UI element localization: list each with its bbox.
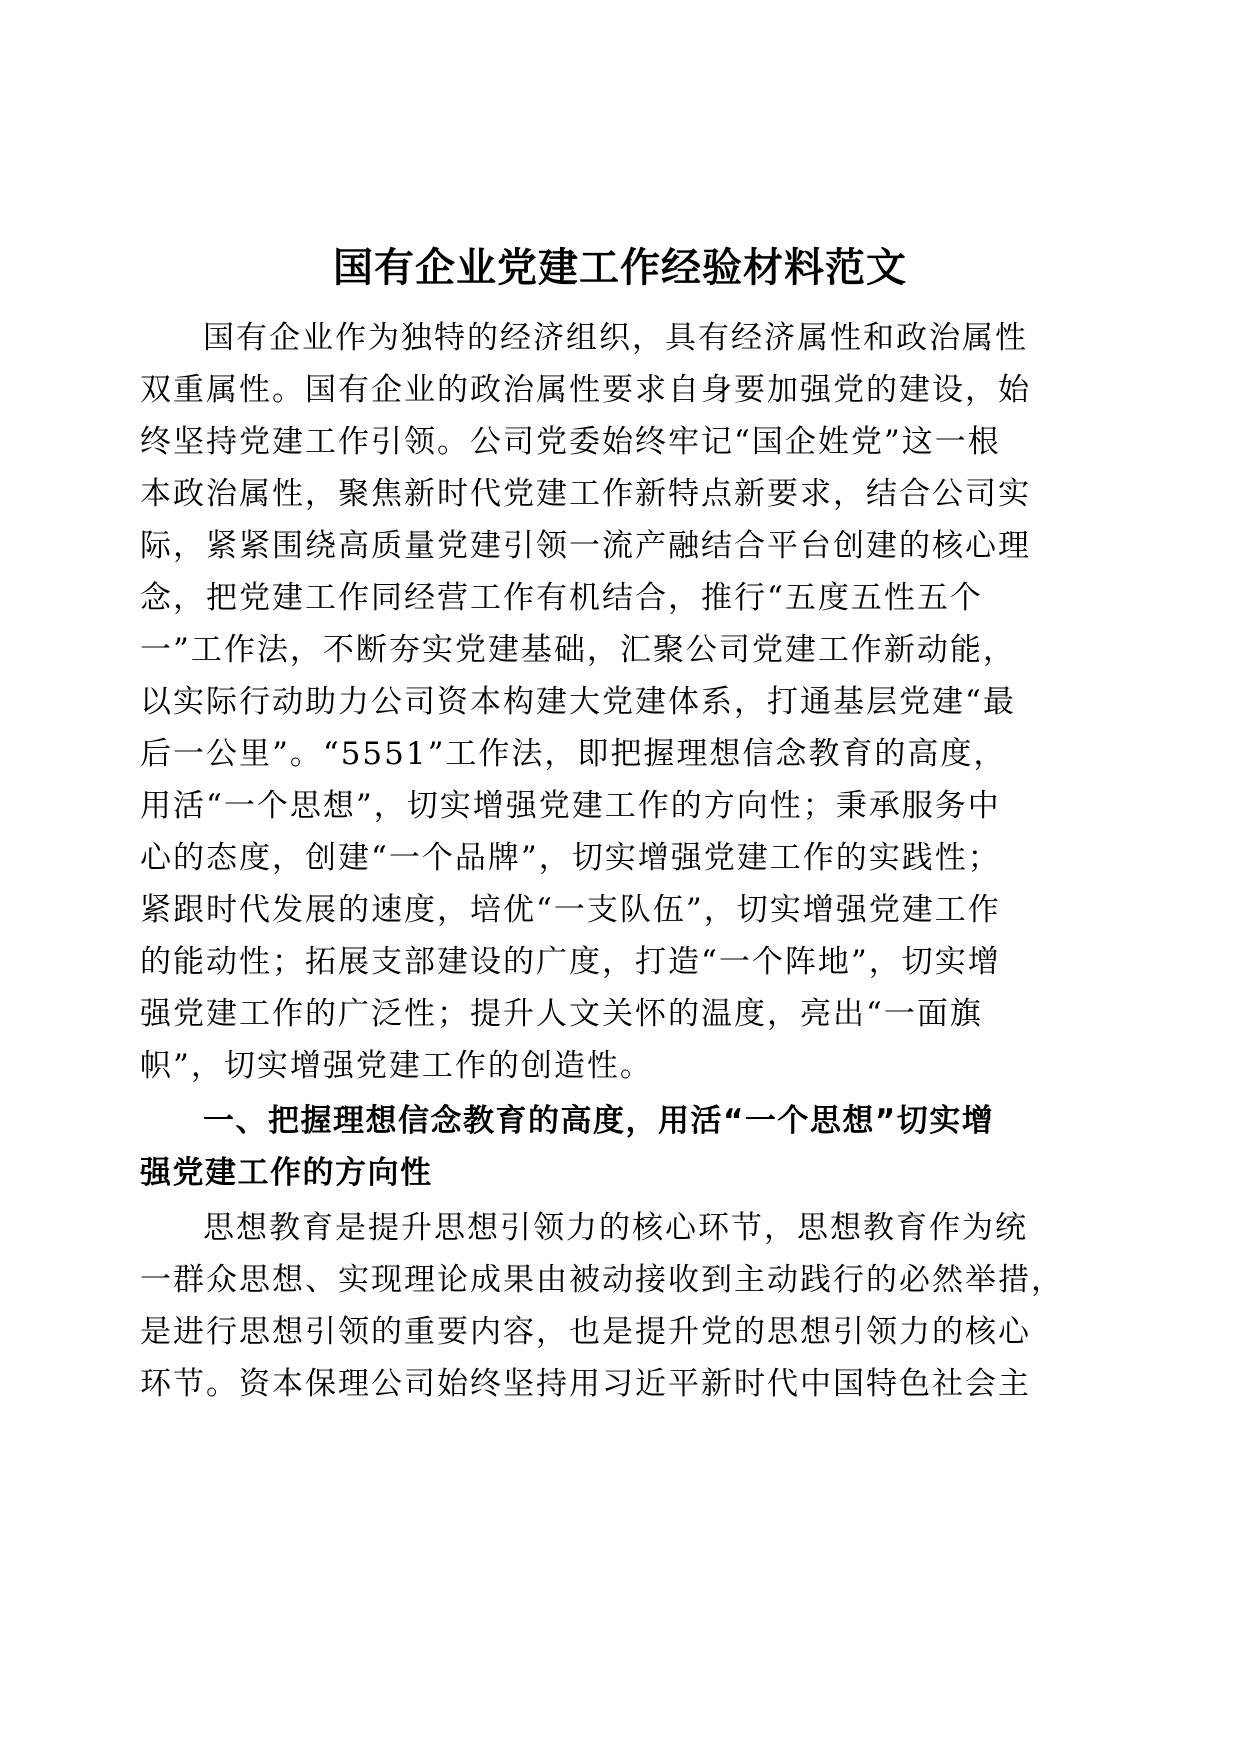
body-line-1: 国有企业作为独特的经济组织，具有经济属性和政治属性 (203, 320, 1028, 356)
body-line-14: 强党建工作的广泛性；提升人文关怀的温度，亮出“一面旗 (140, 996, 983, 1032)
body-line-13: 的能动性；拓展支部建设的广度，打造“一个阵地”，切实增 (140, 944, 1001, 980)
body-line-3: 终坚持党建工作引领。公司党委始终牢记“国企姓党”这一根 (140, 424, 1001, 460)
body-line-4: 本政治属性，聚焦新时代党建工作新特点新要求，结合公司实 (140, 476, 1031, 512)
body-line-11: 心的态度，创建“一个品牌”，切实增强党建工作的实践性； (140, 840, 1001, 876)
body-line-15: 帜”，切实增强党建工作的创造性。 (140, 1048, 653, 1084)
body-line-10: 用活“一个思想”，切实增强党建工作的方向性；秉承服务中 (140, 788, 1001, 824)
body-line-6: 念，把党建工作同经营工作有机结合，推行“五度五性五个 (140, 580, 983, 616)
section-heading-line-1: 一、把握理想信念教育的高度，用活“一个思想”切实增 (203, 1103, 995, 1139)
body-line-12: 紧跟时代发展的速度，培优“一支队伍”，切实增强党建工作 (140, 892, 1001, 928)
document-title: 国有企业党建工作经验材料范文 (333, 245, 907, 291)
body-line-7: 一”工作法，不断夯实党建基础，汇聚公司党建工作新动能， (140, 632, 1016, 668)
body-line-17: 一群众思想、实现理论成果由被动接收到主动践行的必然举措， (140, 1262, 1064, 1298)
body-line-5: 际，紧紧围绕高质量党建引领一流产融结合平台创建的核心理 (140, 528, 1031, 564)
body-line-16: 思想教育是提升思想引领力的核心环节，思想教育作为统 (203, 1210, 1028, 1246)
body-line-18: 是进行思想引领的重要内容，也是提升党的思想引领力的核心 (140, 1314, 1031, 1350)
body-line-8: 以实际行动助力公司资本构建大党建体系，打通基层党建“最 (140, 684, 1016, 720)
body-line-19: 环节。资本保理公司始终坚持用习近平新时代中国特色社会主 (140, 1366, 1031, 1402)
section-heading-line-2: 强党建工作的方向性 (140, 1155, 433, 1191)
body-line-9: 后一公里”。“5551”工作法，即把握理想信念教育的高度， (140, 736, 1007, 772)
body-line-2: 双重属性。国有企业的政治属性要求自身要加强党的建设，始 (140, 372, 1031, 408)
